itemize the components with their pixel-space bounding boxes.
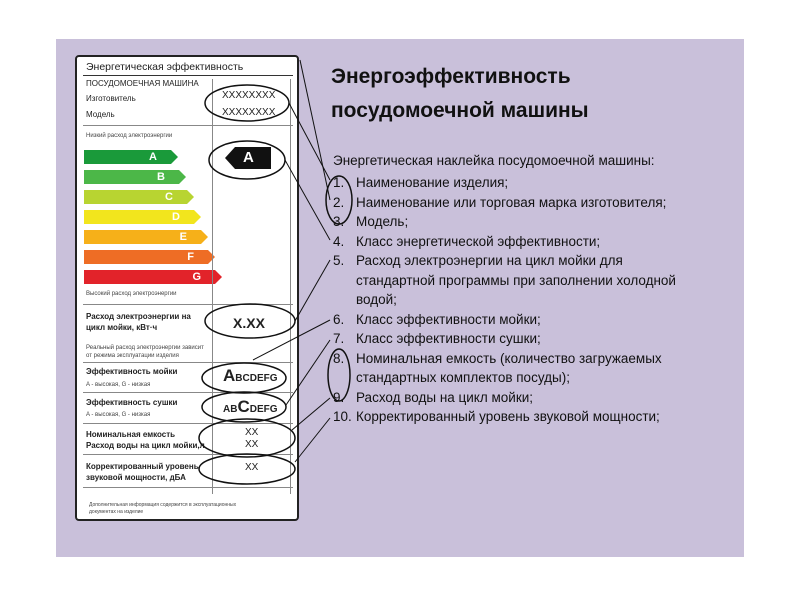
page-title: Энергоэффективность посудомоечной машины <box>331 65 589 122</box>
label-header: Энергетическая эффективность <box>86 61 244 73</box>
noise-value: XX <box>245 462 259 473</box>
manufacturer-value: XXXXXXXX <box>222 90 276 101</box>
water-label: Расход воды на цикл мойки,л <box>86 441 205 450</box>
model-value: XXXXXXXX <box>222 107 276 118</box>
noise-label-line1: Корректированный уровень <box>86 462 199 471</box>
class-bar-e: E <box>84 230 201 244</box>
list-item: 3. Модель; <box>333 214 409 229</box>
list-item: 7. Класс эффективности сушки; <box>333 331 541 346</box>
list-item: 8. Номинальная емкость (количество загружаемых стандартных комплектов посуды); <box>333 350 662 385</box>
list-item: 1. Наименование изделия; <box>333 175 509 190</box>
noise-label-line2: звуковой мощности, дБА <box>86 473 186 482</box>
footer-line1: Дополнительная информация содержится в эксплуатационных <box>89 502 237 508</box>
rating-arrow: A <box>225 147 271 169</box>
wash-rating: ABCDEFG <box>223 366 278 385</box>
high-consumption-text: Высокий расход электроэнергии <box>86 291 177 297</box>
energy-note-line2: от режима эксплуатации изделия <box>86 353 179 359</box>
list-item: 5. Расход электроэнергии на цикл мойки для стандартной программы при заполнении холодной водой; <box>333 253 676 307</box>
energy-value: X.XX <box>233 315 265 331</box>
class-bar-g: G <box>84 270 215 284</box>
energy-label-line1: Расход электроэнергии на <box>86 312 191 321</box>
list-item: 9. Расход воды на цикл мойки; <box>333 389 534 405</box>
class-bar-d: D <box>84 210 194 224</box>
dry-rating: ABCDEFG <box>223 397 278 416</box>
intro-text: Энергетическая наклейка посудомоечной машины: <box>333 153 655 168</box>
class-bar-f: F <box>84 250 208 264</box>
list-item: 10. Корректированный уровень звуковой мощности; <box>333 409 660 424</box>
label-items-list <box>333 173 736 427</box>
capacity-value: XX <box>245 427 259 438</box>
low-consumption-text: Низкий расход электроэнергии <box>86 133 173 139</box>
class-bar-c: C <box>84 190 187 204</box>
list-item: 2. Наименование или торговая марка изготовителя; <box>333 194 667 210</box>
wash-label: Эффективность мойки <box>86 367 178 376</box>
dry-label: Эффективность сушки <box>86 398 178 407</box>
water-value: XX <box>245 439 259 450</box>
class-bar-a: A <box>84 150 171 164</box>
footer-line2: документах на изделие <box>89 509 144 515</box>
capacity-label: Номинальная емкость <box>86 430 176 439</box>
dry-scale: A - высокая, G - низкая <box>86 412 151 418</box>
label-manufacturer: Изготовитель <box>86 94 136 103</box>
wash-scale: A - высокая, G - низкая <box>86 382 151 388</box>
list-item: 4. Класс энергетической эффективности; <box>333 233 601 249</box>
label-model: Модель <box>86 110 115 119</box>
list-item: 6. Класс эффективности мойки; <box>333 311 541 327</box>
class-bar-b: B <box>84 170 179 184</box>
energy-note-line1: Реальный расход электроэнергии зависит <box>86 345 204 351</box>
label-product: ПОСУДОМОЕЧНАЯ МАШИНА <box>86 79 199 88</box>
energy-label-line2: цикл мойки, кВт·ч <box>86 323 158 332</box>
